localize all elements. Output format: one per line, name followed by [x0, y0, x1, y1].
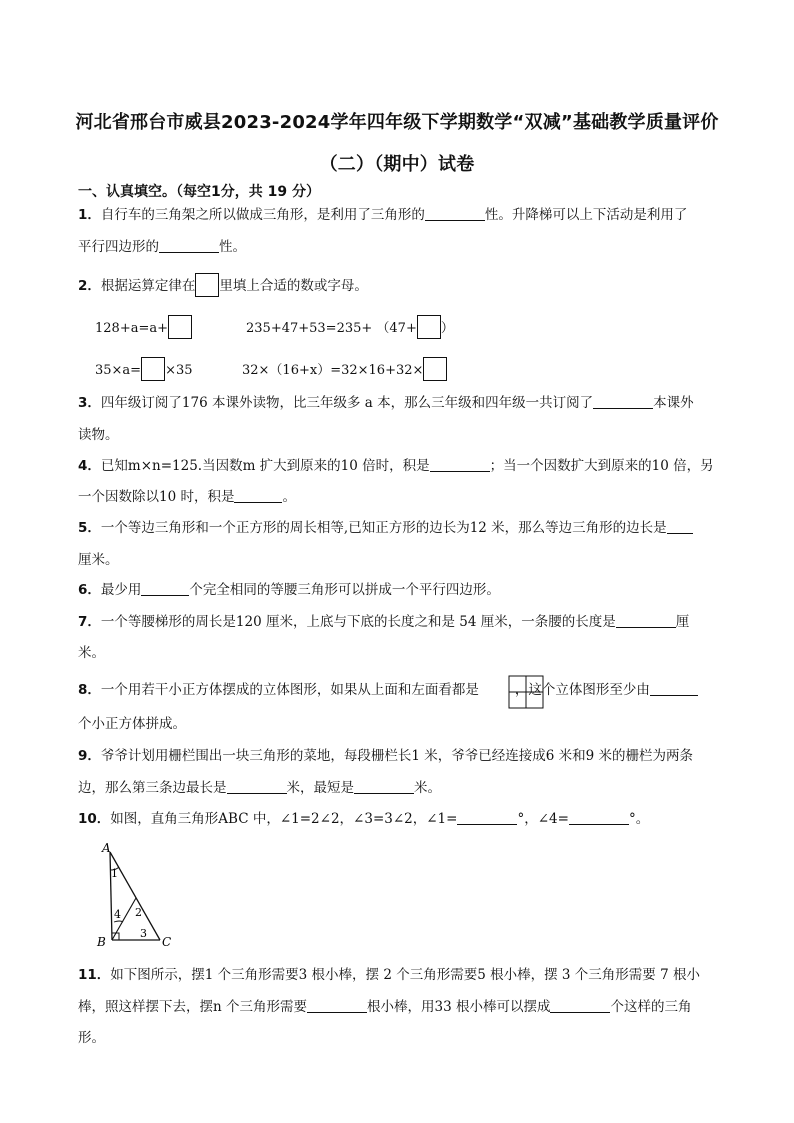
question-text: 四年级订阅了176 本课外读物，比三年级多 a 本，那么三年级和四年级一共订阅了: [100, 395, 594, 411]
answer-blank[interactable]: [550, 997, 610, 1013]
question-text: 根据运算定律在: [100, 278, 196, 294]
equation-4: [242, 357, 447, 381]
angle-2-label: 2: [135, 906, 142, 919]
angle-4-label: 4: [114, 908, 121, 921]
question-number: 9．: [78, 748, 101, 764]
answer-blank[interactable]: [616, 612, 676, 628]
answer-blank[interactable]: [430, 456, 490, 472]
answer-blank[interactable]: [234, 487, 282, 503]
question-text: 性。: [219, 239, 246, 255]
question-text: 米。: [414, 780, 441, 796]
equation-2: [246, 315, 454, 339]
equation-text: ）: [440, 321, 454, 336]
question-number: 10．: [78, 811, 111, 827]
vertex-b-label: B: [97, 935, 106, 949]
square-cell: [526, 692, 543, 708]
question-11: [78, 965, 750, 985]
question-text: 边，那么第三条边最长是: [78, 780, 227, 796]
equation-text: 128+a=a+: [95, 321, 168, 336]
vertex-a-label: A: [102, 842, 111, 855]
question-text: 个完全相同的等腰三角形可以拼成一个平行四边形。: [189, 582, 500, 598]
question-8: [78, 680, 750, 700]
question-number: 1．: [78, 207, 101, 223]
answer-blank[interactable]: [667, 518, 693, 534]
question-7-cont: [78, 643, 750, 663]
question-text: 性。升降梯可以上下活动是利用了: [484, 207, 688, 223]
square-cell: [509, 692, 526, 708]
question-1: [78, 205, 750, 225]
question-text: 平行四边形的: [78, 239, 159, 255]
answer-blank[interactable]: [457, 809, 517, 825]
exam-title-line1: 河北省邢台市威县2023-2024学年四年级下学期数学“双减”基础教学质量评价: [75, 112, 719, 133]
question-text: 一个等腰梯形的周长是120 厘米，上底与下底的长度之和是 54 厘米，一条腰的长度是: [100, 614, 616, 630]
square-cell: [509, 676, 526, 692]
question-8-cont: [78, 714, 750, 734]
question-text: ，这个立体图形至少由: [514, 682, 650, 698]
angle-1-label: 1: [111, 867, 118, 880]
question-text: 棒，照这样摆下去，摆n 个三角形需要: [78, 999, 307, 1015]
question-text: ；当一个因数扩大到原来的10 倍，另: [489, 458, 714, 474]
angle-arc-4: [114, 921, 123, 922]
answer-blank[interactable]: [354, 778, 414, 794]
equation-1: [95, 315, 192, 339]
question-number: 5．: [78, 520, 101, 536]
answer-blank[interactable]: [425, 205, 485, 221]
question-number: 7．: [78, 614, 101, 630]
answer-box[interactable]: [141, 357, 165, 381]
exam-title-line2: （二）（期中）试卷: [319, 154, 475, 175]
question-number: 8．: [78, 682, 101, 698]
question-number: 11．: [78, 967, 111, 983]
question-text: °。: [628, 811, 650, 827]
answer-blank[interactable]: [593, 393, 653, 409]
question-5-cont: [78, 550, 750, 570]
question-7: [78, 612, 750, 632]
question-text: 一个等边三角形和一个正方形的周长相等,已知正方形的边长为12 米，那么等边三角形的边长是: [100, 520, 667, 536]
answer-blank[interactable]: [159, 237, 219, 253]
square-cell: [526, 676, 543, 692]
answer-box[interactable]: [417, 315, 441, 339]
question-1-cont: [78, 237, 750, 257]
question-text: 一个因数除以10 时，积是: [78, 489, 235, 505]
question-text: 个小正方体拼成。: [78, 716, 186, 732]
question-text: 如下图所示，摆1 个三角形需要3 根小棒，摆 2 个三角形需要5 根小棒，摆 3 个三角形需要 7 根小: [110, 967, 700, 983]
answer-box[interactable]: [423, 357, 447, 381]
answer-blank[interactable]: [307, 997, 367, 1013]
question-text: 米，最短是: [286, 780, 354, 796]
question-text: 形。: [78, 1030, 105, 1046]
question-text: 读物。: [78, 427, 119, 443]
question-4: [78, 456, 750, 476]
question-6: [78, 580, 750, 600]
right-triangle-abc-figure: [92, 842, 182, 952]
question-text: °，∠4=: [517, 811, 569, 827]
question-number: 4．: [78, 458, 101, 474]
question-text: 一个用若干小正方体摆成的立体图形，如果从上面和左面看都是: [100, 682, 479, 698]
question-text: 最少用: [100, 582, 142, 598]
question-10: [78, 809, 750, 829]
question-3: [78, 393, 750, 413]
equation-text: 235+47+53=235+ （47+: [246, 321, 417, 336]
question-text: 厘: [675, 614, 690, 630]
equation-3: [95, 357, 193, 381]
equation-text: 32×（16+x）=32×16+32×: [242, 363, 424, 378]
question-9: [78, 746, 750, 766]
question-4-cont: [78, 487, 750, 507]
answer-blank[interactable]: [569, 809, 629, 825]
vertex-c-label: C: [162, 935, 172, 949]
question-text: 自行车的三角架之所以做成三角形，是利用了三角形的: [100, 207, 425, 223]
question-text: 个这样的三角: [610, 999, 692, 1015]
top-left-view-figure: [508, 675, 544, 709]
answer-blank[interactable]: [650, 680, 698, 696]
question-text: 已知m×n=125.当因数m 扩大到原来的10 倍时，积是: [100, 458, 430, 474]
equation-text: 35×a=: [95, 363, 142, 378]
question-text: 爷爷计划用栅栏围出一块三角形的菜地，每段栅栏长1 米，爷爷已经连接成6 米和9 米的栅栏为两条: [100, 748, 694, 764]
question-11-cont2: [78, 1028, 750, 1048]
equation-text: ×35: [165, 363, 193, 378]
angle-3-label: 3: [140, 927, 147, 940]
side-ac: [110, 852, 160, 940]
section-heading: 一、认真填空。（每空1分，共 19 分）: [78, 184, 320, 200]
question-9-cont: [78, 778, 750, 798]
question-text: 。: [282, 489, 296, 505]
side-ab: [110, 852, 112, 940]
question-text: 里填上合适的数或字母。: [219, 278, 368, 294]
answer-blank[interactable]: [141, 580, 189, 596]
question-11-cont: [78, 997, 750, 1017]
question-5: [78, 518, 750, 538]
question-number: 2．: [78, 278, 101, 294]
question-text: 根小棒，用33 根小棒可以摆成: [367, 999, 551, 1015]
answer-box[interactable]: [168, 315, 192, 339]
question-text: 厘米。: [78, 552, 119, 568]
question-text: 米。: [78, 645, 105, 661]
question-3-cont: [78, 425, 750, 445]
question-number: 6．: [78, 582, 101, 598]
question-number: 3．: [78, 395, 101, 411]
answer-box[interactable]: [195, 273, 219, 297]
answer-blank[interactable]: [227, 778, 287, 794]
question-2: [78, 273, 750, 297]
question-text: 如图，直角三角形ABC 中，∠1=2∠2，∠3=3∠2，∠1=: [110, 811, 458, 827]
question-text: 本课外: [653, 395, 694, 411]
